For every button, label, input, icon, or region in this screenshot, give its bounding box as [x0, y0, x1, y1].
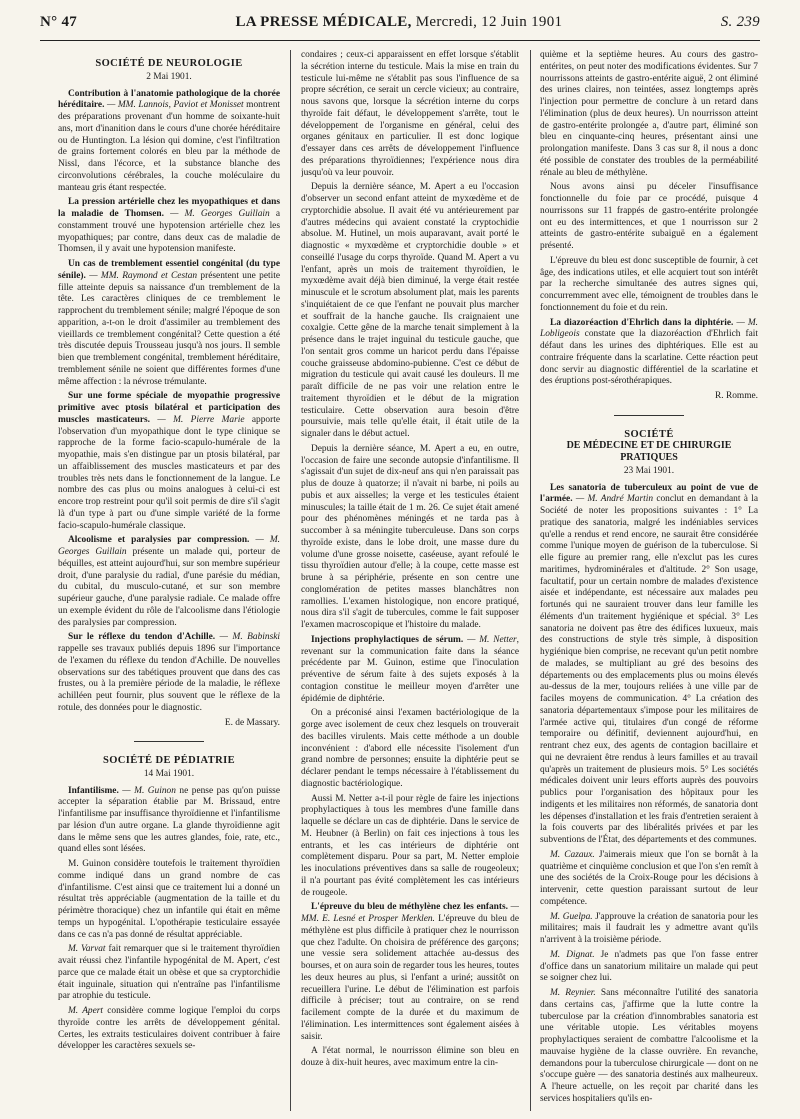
- column-2: [301, 50, 519, 1111]
- article-authors: — M. Lobligeois: [540, 317, 758, 340]
- paragraph: L'épreuve du bleu est donc susceptible de fournir, à cet âge, des indications utiles, et elle acquiert tout son intérêt par la recherche simultanée des autres signes qui, concurremment avec elle, témoignent de troubles dans le fonctionnement du foie et du rein.: [540, 255, 758, 313]
- paragraph-text: J'approuve la création de sanatoria pour les militaires; mais il faudrait les y admettre avant qu'ils n'arrivent à la troisième période.: [540, 911, 758, 945]
- paragraph: A l'état normal, le nourrisson élimine son bleu en douze à dix-huit heures, avec maximum entre la cin-: [301, 1046, 519, 1068]
- article-authors: — MM. Lannois, Paviot et Monisset: [106, 100, 244, 111]
- paragraph: [540, 950, 758, 985]
- article: [58, 535, 280, 629]
- article-text: a constamment trouvé une hypotension artérielle chez les myopathiques; par contre, dans deux cas de maladie de Thomsen, il y avait une hypotension manifeste.: [58, 209, 280, 255]
- article-text: apporte l'observation d'un myopathique dont le type clinique se rapproche de la forme facio-scapulo-humérale de la myopathie, mais s'en distingue par un ptosis bilatéral, par un affaiblissement des muscles masticateurs et par des troubles très nets dans le fonctionnement de la langue. Le nombre des cas plus ou moins analogues à celui-ci est encore trop restreint pour qu'il soit permis de dire s'il s'agit là d'un type à part ou d'une simple variété de la forme facio-scapulo-humérale classique.: [58, 414, 280, 531]
- article-authors: — M. Guinon: [122, 785, 176, 796]
- article-title: La pression artérielle chez les myopathiques et dans la maladie de Thomsen.: [58, 197, 280, 219]
- section-title: SOCIÉTÉ DE PÉDIATRIE: [102, 755, 236, 766]
- masthead: [235, 14, 562, 31]
- article: [301, 635, 519, 706]
- section-title: SOCIÉTÉ DE NEUROLOGIE: [95, 58, 243, 69]
- column-3: [540, 50, 758, 1111]
- article-authors: — M. Georges Guillain: [58, 535, 280, 557]
- article-authors: — M. André Martin: [575, 494, 654, 505]
- article-title: Sur une forme spéciale de myopathie progressive primitive avec ptosis bilatéral et participation des muscles masticateurs.: [58, 391, 280, 425]
- section-separator: [540, 409, 758, 421]
- speaker: M. Apert: [68, 1006, 104, 1016]
- paragraph: Depuis la dernière séance, M. Apert a eu l'occasion d'observer un second enfant atteint de myxœdème et de cryptorchidie absolue. Il avait été vu antérieurement par d'autres médecins qui avaient constaté la cryptochidie absolue. M. Hutinel, un mois auparavant, avait porté le diagnostic « myxœdème et cryptorchidie double » et conseillé l'usage du corps thyroïde. Quand M. Apert a vu l'enfant, après un mois de traitement thyroïdien, le myxœdème avait déjà bien diminué, la verge était restée minuscule et le scrotum absolument plat, mais les parents s'inquiétaient de ce que l'enfant ne pouvait plus marcher et souffrait de la hanche gauche. Ils craignaient une coxalgie. Cette gêne de la marche tenait simplement à la présence dans le trajet inguinal du testicule gauche, que l'on sentait gros comme un haricot perdu dans l'épaisse couche graisseuse abdomino-pubienne. C'est ce début de migration du testicule qui avait causé les douleurs. Il me paraît difficile de ne pas voir une relation entre le traitement thyroïdien et le début de la migration testiculaire. Cette observation aura besoin d'être poursuivie, mais telle qu'elle était, il était utile de la signaler dans le début actuel.: [301, 182, 519, 439]
- speaker: M. Cazaux.: [550, 849, 595, 860]
- speaker: M. Varvat: [68, 944, 106, 955]
- article-title: Injections prophylactiques de sérum.: [311, 634, 464, 645]
- article-text: présentent une petite fille atteinte depuis sa naissance d'un tremblement de la tête. Les caractères cliniques de ce tremblement le rapprochent du tremblement sénile; malgré l'époque de son apparition, a-t-on le droit d'assimiler au tremblement des vieillards ce tremblement congénital? Cette question a été très discutée depuis Trousseau jusqu'à nos jours. Il semble bien que tremblement congénital, tremblement héréditaire, tremblement sénile ne soient que différentes formes d'une même affection : la névrose trémulante.: [58, 270, 280, 387]
- paragraph: [540, 912, 758, 947]
- article-authors: — MM. E. Lesné et Prosper Merklen.: [301, 902, 519, 924]
- article: [58, 89, 280, 195]
- article-authors: — M. Georges Guillain: [170, 209, 270, 219]
- section-subtitle: DE MÉDECINE ET DE CHIRURGIE PRATIQUES: [566, 440, 732, 463]
- speaker: M. Guelpa.: [550, 911, 593, 922]
- paragraph: [58, 1006, 280, 1053]
- article-authors: — M. Babinski: [219, 632, 280, 643]
- page-header: [40, 14, 760, 41]
- section-date: 2 Mai 1901.: [146, 71, 192, 82]
- article-text: , revenant sur la communication faite dans la séance précédente par M. Guinon, estime que l'inoculation préventive de sérum faite à des sujets exposés à la contagion constitue le meilleur moyen d'arrêter une épidémie de diphtérie.: [301, 634, 519, 704]
- article-authors: — M. Pierre Marie: [157, 414, 245, 425]
- article-title: La diazoréaction d'Ehrlich dans la diphtérie.: [550, 317, 734, 328]
- page-number: S. 239: [720, 14, 760, 30]
- issue-date: Mercredi, 12 Juin 1901: [415, 14, 563, 30]
- article-authors: — M. Netter: [467, 634, 517, 645]
- column-rule: [530, 50, 531, 1111]
- paragraph: [540, 988, 758, 1106]
- paragraph-text: J'aimerais mieux que l'on se bornât à la quatrième et cinquième conclusion et que l'on s'en remît à une des sociétés de la Croix-Rouge pour les décisions à intervenir, cette question paraissant surtout de leur compétence.: [540, 849, 758, 907]
- article-text: montrent des préparations provenant d'un homme de soixante-huit ans, mort d'inanition dans le cours d'une chorée héréditaire ou de Huntington. La lésion qui domine, c'est l'infiltration de grains fortement colorés en bleu par la méthode de Nissl, dans l'écorce, et la substance blanche des circonvolutions cérébrales, la couche moléculaire du manteau gris étant respectée.: [58, 100, 280, 193]
- article-text: L'épreuve du bleu de méthylène est plus difficile à pratiquer chez le nourrisson que chez l'adulte. On choisira de préférence des garçons; une vessie sera solidement attachée au-dessus des bourses, et on aura soin de regarder tous les heures, toutes les deux heures au plus, si l'enfant a uriné; aussitôt on recueillera l'urine. Le début de l'élimination est parfois difficile à préciser; tout au contraire, on se rend facilement compte de la durée et du maximum de l'élimination. Les intermittences sont également aisées à saisir.: [301, 914, 519, 1042]
- paragraph: [58, 944, 280, 1003]
- article: [540, 318, 758, 389]
- article-title: L'épreuve du bleu de méthylène chez les enfants.: [311, 902, 508, 913]
- paragraph: Depuis la dernière séance, M. Apert a eu, en outre, l'occasion de faire une seconde autopsie d'infantilisme. Il s'agissait d'un sujet de dix-neuf ans qui n'en paraissait pas plus de douze à quatorze; il n'avait ni barbe, ni poils au pubis et aux aisselles; la verge et les testicules étaient minuscules; la taille était de 1 m. 26. Ce sujet était amené pour des phénomènes méningés et ne tarda pas à succomber à sa méningite tuberculeuse. Dans son corps thyroïde existe, dans le lobe droit, une masse dure du volume d'une grosse noisette, caséeuse, ayant refoulé le tissu thyroïdien autour d'elle; à la coupe, cette masse est brune à sa périphérie, présente en son centre une conglomération de petites masses blanchâtres non ramollies. L'examen histologique, non encore pratiqué, nous dira s'il s'agit de tubercules, comme le fait supposer l'examen macroscopique et l'histoire du malade.: [301, 443, 519, 630]
- section-separator: [58, 735, 280, 747]
- article: [58, 259, 280, 388]
- article-title: Alcoolisme et paralysies par compression.: [68, 535, 250, 546]
- journal-title: LA PRESSE MÉDICALE,: [235, 14, 412, 30]
- paragraph: condaires ; ceux-ci apparaissent en effet lorsque s'établit la sécrétion interne du testicule. Mais la mise en train du testicule lui-même ne s'établit pas sous l'influence de sa propre sécrétion, ce serait un cercle vicieux; au contraire, nous savons que, lorsque la sécrétion interne du corps thyroïde fait défaut, le développement s'arrête, tout le développement de l'organisme en général, celui des organes génitaux en particulier. Il est donc logique d'essayer dans ces arrêts de développement l'influence des préparations thyroïdiennes; l'expérience nous dira jusqu'où va leur pouvoir.: [301, 50, 519, 178]
- article-text: constate que la diazoréaction d'Ehrlich fait défaut dans les urines des diphtériques. Elle est au contraire fréquente dans la scarlatine. Cette réaction peut donc servir au diagnostic différentiel de la scarlatine et des éruptions post-sérothérapiques.: [540, 329, 758, 387]
- article-text: rappelle ses travaux publiés depuis 1896 sur l'importance de l'examen du réflexe du tendon d'Achille. De nouvelles observations sur des tabétiques prouvent que dans des cas frustes, ou à la première période de la maladie, le réflexe achilléen peut fournir, plus souvent que le réflexe de la rotule, des données pour le diagnostic.: [58, 644, 280, 713]
- speaker: M. Reynier.: [550, 988, 596, 998]
- paragraph: M. Guinon considère toutefois le traitement thyroïdien comme indiqué dans un grand nombre de cas d'infantilisme. C'est ainsi que ce traitement lui a donné un résultat très appréciable (augmentation de la taille et du périmètre thoracique) chez un infantile qui était en même temps un hypogénital. L'opothérapie testiculaire essayée dans ce cas n'a pas donné de résultat appréciable.: [58, 859, 280, 940]
- column-1: [58, 50, 280, 1111]
- signature: E. de Massary.: [224, 717, 280, 728]
- paragraph-text: fait remarquer que si le traitement thyroïdien avait réussi chez l'infantile hypogénital de M. Apert, c'est parce que ce malade était un obèse et que sa cryptorchidie était inguinale, situation qui n'entraîne pas l'infantilisme par atrophie du testicule.: [58, 944, 280, 1002]
- article: [58, 391, 280, 532]
- article: [58, 197, 280, 256]
- signature: R. Romme.: [715, 391, 758, 401]
- paragraph: On a préconisé ainsi l'examen bactériologique de la gorge avec isolement de ceux chez lesquels on trouverait des bacilles virulents. Mais cette méthode a un double inconvénient : d'abord elle nécessite l'isolement d'un grand nombre de personnes; ensuite la diphtérie peut se déclarer pendant le temps nécessaire à l'établissement du diagnostic bactériologique.: [301, 708, 519, 789]
- paragraph-text: Sans méconnaître l'utilité des sanatoria dans certains cas, j'affirme que la lutte contre la tuberculose par la création d'innombrables sanatoria est une véritable utopie. Les véritables moyens prophylactiques seraient de combattre l'alcoolisme et la mauvaise hygiène de la classe ouvrière. En revanche, demandons pour la tuberculose chirurgicale — dont on ne s'occupe guère — des sanatoria destinés aux malheureux. A l'heure actuelle, on les reçoit par charité dans les services hospitaliers qu'ils en-: [540, 988, 758, 1104]
- section-date: 14 Mai 1901.: [143, 768, 195, 779]
- article: [301, 902, 519, 1043]
- article-title: Contribution à l'anatomie pathologique de la chorée héréditaire.: [58, 88, 280, 111]
- section-title: SOCIÉTÉ: [624, 428, 674, 440]
- article: [540, 483, 758, 847]
- article-text: présente un malade qui, porteur de béquilles, est atteint aujourd'hui, sur son membre supérieur droit, d'une paralysie du radial, d'une parésie du médian, du cubital, du musculo-cutané, et sur son membre supérieur gauche, d'une paralysie radiale. Ce malade offre un exemple évident du rôle de l'alcoolisme dans l'étiologie des paralysies par compression.: [58, 547, 280, 628]
- article-title: Infantilisme.: [68, 785, 119, 796]
- article-title: Sur le réflexe du tendon d'Achille.: [68, 632, 216, 643]
- paragraph: [540, 850, 758, 909]
- paragraph: Nous avons ainsi pu déceler l'insuffisance fonctionnelle du foie par ce procédé, puisque 4 nourrissons sur 11 frappés de gastro-entérite prolongée ont eu des intermittences, et que 1 nourrisson sur 2 atteints de gastro-entérite subaiguë en a également présenté.: [540, 182, 758, 251]
- column-rule: [290, 50, 291, 1111]
- paragraph: quième et la septième heures. Au cours des gastro-entérites, on peut noter des modifications évidentes. Sur 7 nourrissons atteints de gastro-entérite aiguë, 2 ont éliminé des urines claires, non teintées, assez longtemps après l'injection pour permettre de conclure à un retard dans l'élimination (plus de deux heures). Un nourrisson atteint de gastro-entérite prolongée a, d'autre part, éliminé son bleu en cinquante-cinq heures, présentant ainsi une prolongation manifeste. Dans 3 cas sur 8, il nous a donc été possible de constater des troubles de la perméabilité rénale au bleu de méthylène.: [540, 50, 758, 178]
- article: [58, 632, 280, 714]
- article-title: Un cas de tremblement essentiel congénital (du type sénile).: [58, 259, 280, 281]
- article-authors: — MM. Raymond et Cestan: [89, 270, 198, 281]
- article: [58, 786, 280, 857]
- speaker: M. Dignat.: [550, 949, 595, 960]
- section-date: 23 Mai 1901.: [623, 465, 675, 476]
- paragraph-text: considère comme logique l'emploi du corps thyroïde contre les arrêts de développement génital. Certes, les extraits testiculaires doivent contribuer à faire développer les caractères sexuels se-: [58, 1006, 280, 1052]
- issue-number: N° 47: [40, 14, 78, 30]
- article-text: ne pense pas qu'on puisse accepter la séparation établie par M. Brissaud, entre l'infantilisme par insuffisance thyroïdienne et l'infantilisme par lésion d'un autre organe. La glande thyroïdienne agit dans le même sens que les autres glandes, foie, rate, etc., quand elles sont lésées.: [58, 785, 280, 855]
- article-text: conclut en demandant à la Société de noter les propositions suivantes : 1° La pratique des sanatoria, malgré les indéniables services qu'elle a rendus et rend encore, ne saurait être considérée comme l'unique moyen de guérison de la tuberculose. Si elle figure au premier rang, elle n'exclut pas les cures maritimes, hydrominérales et d'altitude. 2° Son usage, facultatif, pour un certain nombre de malades d'existence aisée et indépendante, est nécessaire aux malades peu fortunés qui ne sauraient trouver dans leur famille les éléments d'un traitement hygiénique et spécial. 3° Les sanatoria ne doivent pas être des édifices luxueux, mais des constructions de style très simple, à disposition hygiénique bien comprise, ne recevant qu'un petit nombre de malades, se multipliant au gré des besoins des départements ou des emplacements plus ou moins élevés au-dessus de la mer, toujours reliées à une ville par de faciles moyens de communication. 4° La création des sanatoria départementaux s'impose pour les militaires de l'armée active qui, titulaires d'un congé de réforme temporaire ou définitif, deviennent aujourd'hui, en rentrant chez eux, des agents de contagion bacillaire et qui ne devraient être rendus à leurs familles et au travail qu'après un traitement de plusieurs mois. 5° Les sociétés médicales doivent unir leurs efforts auprès des pouvoirs publics pour l'organisation des hôpitaux pour les indigents et les militaires non réformés, de sanatoria dont les dépenses d'installation et les frais d'entretien seraient à la fois couverts par des libéralités privées et par les subventions de l'État, des départements et des communes.: [540, 494, 758, 845]
- paragraph-text: Je n'admets pas que l'on fasse entrer d'office dans un sanatorium militaire un malade qui peut se soigner chez lui.: [540, 949, 758, 984]
- article-title: Les sanatoria de tuberculeux au point de vue de l'armée.: [540, 482, 758, 505]
- paragraph: Aussi M. Netter a-t-il pour règle de faire les injections prophylactiques à tous les membres d'une famille dans laquelle se déclare un cas de diphtérie. Dans le service de M. Heubner (à Berlin) on fait ces injections à tous les entrants, et les cas intérieurs de diphtérie ont complètement disparu. Pour sa part, M. Netter emploie les inoculations préventives dans sa salle de rougeoleux; il n'a pourtant pas évité complètement les cas intérieurs de rougeole.: [301, 793, 519, 898]
